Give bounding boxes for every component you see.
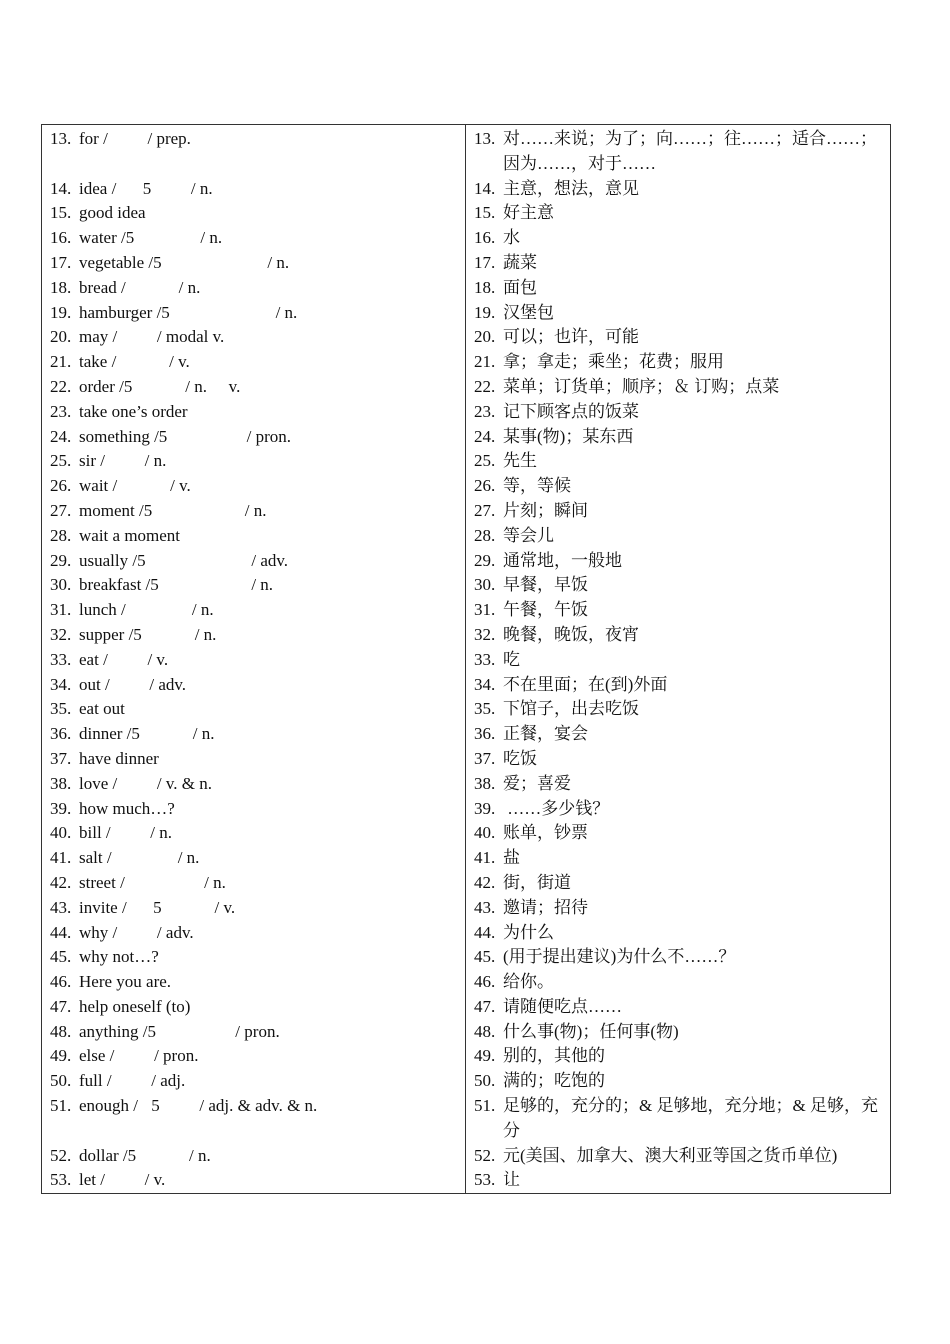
entry-number: 47. [474,996,496,1016]
english-entry-row [50,1044,457,1069]
entry-text: 下馆子，出去吃饭 [503,699,639,719]
entry-number: 36. [474,724,496,744]
english-entry-row [50,821,457,846]
english-entry-row [50,1144,457,1169]
entry-number: 13. [474,129,496,148]
chinese-entry-row [474,127,882,177]
english-entry-row [50,1069,457,1094]
entry-text: may /   / modal v. [79,327,225,347]
english-entry-row [50,226,457,251]
entry-text: enough / 5   / adj. & adv. & n. [79,1096,318,1116]
entry-number: 46. [474,972,496,992]
entry-text: 正餐，宴会 [503,724,588,744]
entry-text: usually /5        / adv. [79,550,289,570]
entry-text: 等会儿 [503,525,554,545]
entry-text: sir /   / n. [79,451,167,471]
english-column [42,125,466,1193]
entry-number: 42. [50,872,72,892]
entry-number: 33. [50,649,72,669]
entry-number: 36. [50,724,72,744]
english-entry-row [50,747,457,772]
entry-text: supper /5    / n. [79,624,217,644]
entry-number: 16. [50,228,72,248]
chinese-entry-row [474,945,882,970]
entry-number: 24. [50,426,72,446]
entry-number: 30. [50,575,72,595]
entry-number: 18. [474,277,496,297]
entry-number: 31. [50,600,72,620]
entry-number: 25. [474,451,496,471]
entry-number: 25. [50,451,72,471]
entry-text: help oneself (to) [79,996,191,1016]
entry-text: 足够的，充分的；& 足够地，充分地；& 足够，充分 [503,1096,878,1140]
english-entry-row [50,425,457,450]
entry-text: moment /5       / n. [79,500,267,520]
entry-text: take one’s order [79,401,188,421]
english-entry-row [50,177,457,202]
chinese-entry-row [474,772,882,797]
entry-text: take /    / v. [79,352,190,372]
entry-text: 吃 [503,649,520,669]
entry-text: dollar /5    / n. [79,1145,211,1165]
chinese-entry-row [474,474,882,499]
entry-number: 38. [474,773,496,793]
chinese-entry-row [474,871,882,896]
entry-text: 满的；吃饱的 [503,1071,605,1091]
chinese-entry-row [474,499,882,524]
entry-text: breakfast /5       / n. [79,575,274,595]
entry-text: wait a moment [79,525,181,545]
entry-text: love /   / v. & n. [79,773,213,793]
entry-number: 19. [50,302,72,322]
english-entry-row [50,871,457,896]
entry-number: 44. [474,922,496,942]
entry-text: 盐 [503,848,520,868]
entry-text: 某事(物)；某东西 [503,426,634,446]
entry-text: 让 [503,1170,520,1190]
english-entry-row [50,995,457,1020]
entry-text: ……多少钱？ [503,798,610,818]
entry-number: 40. [474,823,496,843]
entry-number: 37. [50,748,72,768]
english-entry-row [50,697,457,722]
chinese-entry-row [474,573,882,598]
entry-text: 蔬菜 [503,252,537,272]
entry-number: 40. [50,823,72,843]
entry-number: 27. [474,500,496,520]
english-entry-row [50,474,457,499]
entry-text: 邀请；招待 [503,897,588,917]
entry-number: 17. [474,252,496,272]
entry-text: 好主意 [503,203,554,223]
entry-number: 44. [50,922,72,942]
entry-number: 52. [50,1145,72,1165]
entry-number: 48. [50,1021,72,1041]
entry-number: 47. [50,996,72,1016]
entry-number: 48. [474,1021,496,1041]
entry-number: 45. [50,947,72,967]
english-entry-row [50,648,457,673]
chinese-entry-row [474,400,882,425]
entry-number: 26. [50,476,72,496]
entry-text: 晚餐，晚饭，夜宵 [503,624,639,644]
entry-number: 34. [474,674,496,694]
chinese-entry-row [474,673,882,698]
entry-number: 16. [474,228,496,248]
entry-number: 22. [474,376,496,396]
english-entry-row [50,921,457,946]
english-entry-row [50,1094,457,1144]
chinese-entry-row [474,301,882,326]
chinese-column [466,125,890,1193]
entry-number: 15. [50,203,72,223]
entry-number: 18. [50,277,72,297]
entry-text: (用于提出建议)为什么不……？ [503,947,736,967]
entry-text: Here you are. [79,972,172,992]
entry-number: 34. [50,674,72,694]
english-entry-row [50,573,457,598]
entry-number: 17. [50,252,72,272]
chinese-entry-row [474,375,882,400]
english-entry-row [50,722,457,747]
english-entry-row [50,301,457,326]
entry-text: 面包 [503,277,537,297]
entry-text: 午餐，午饭 [503,600,588,620]
vocabulary-table [41,124,891,1194]
english-entry-row [50,350,457,375]
entry-text: wait /    / v. [79,476,191,496]
entry-text: lunch /     / n. [79,600,214,620]
english-entry-row [50,201,457,226]
chinese-entry-row [474,226,882,251]
chinese-entry-row [474,921,882,946]
entry-number: 35. [474,699,496,719]
entry-text: 通常地，一般地 [503,550,622,570]
entry-text: street /      / n. [79,872,226,892]
entry-text: why not…? [79,947,159,967]
english-entry-row [50,623,457,648]
entry-text: bill /   / n. [79,823,173,843]
entry-number: 39. [474,798,496,818]
entry-text: invite /  5    / v. [79,897,236,917]
entry-number: 26. [474,476,496,496]
entry-number: 32. [50,624,72,644]
english-entry-row [50,449,457,474]
entry-number: 51. [474,1096,496,1116]
entry-text: 汉堡包 [503,302,554,322]
chinese-entry-row [474,896,882,921]
entry-number: 14. [50,178,72,198]
entry-text: bread /    / n. [79,277,201,297]
chinese-entry-row [474,1069,882,1094]
entry-number: 28. [50,525,72,545]
entry-text: eat out [79,699,125,719]
chinese-entry-row [474,846,882,871]
entry-text: let /   / v. [79,1170,166,1190]
english-entry-row [50,499,457,524]
entry-number: 49. [474,1046,496,1066]
entry-text: 水 [503,228,520,248]
chinese-entry-row [474,697,882,722]
english-entry-row [50,127,457,177]
entry-text: 为什么 [503,922,554,942]
entry-text: else /   / pron. [79,1046,199,1066]
entry-number: 20. [50,327,72,347]
english-entry-row [50,797,457,822]
chinese-entry-row [474,276,882,301]
entry-number: 39. [50,798,72,818]
entry-number: 50. [50,1071,72,1091]
entry-number: 41. [50,848,72,868]
entry-text: how much…? [79,798,175,818]
entry-number: 46. [50,972,72,992]
entry-number: 27. [50,500,72,520]
english-entry-row [50,549,457,574]
chinese-entry-row [474,1168,882,1193]
english-entry-row [50,251,457,276]
entry-text: out /   / adv. [79,674,187,694]
entry-number: 49. [50,1046,72,1066]
entry-text: idea /  5   / n. [79,178,213,198]
chinese-entry-row [474,648,882,673]
english-entry-row [50,325,457,350]
entry-number: 43. [50,897,72,917]
entry-text: 早餐，早饭 [503,575,588,595]
chinese-entry-row [474,623,882,648]
entry-number: 45. [474,947,496,967]
chinese-entry-row [474,549,882,574]
entry-text: salt /     / n. [79,848,200,868]
entry-text: good idea [79,203,146,223]
entry-number: 29. [50,550,72,570]
entry-number: 50. [474,1071,496,1091]
entry-text: 街，街道 [503,872,571,892]
chinese-entry-row [474,201,882,226]
entry-text: have dinner [79,748,159,768]
entry-number: 23. [50,401,72,421]
entry-number: 53. [50,1170,72,1190]
english-entry-row [50,970,457,995]
chinese-entry-row [474,325,882,350]
entry-text: 别的，其他的 [503,1046,605,1066]
entry-text: 账单，钞票 [503,823,588,843]
chinese-entry-row [474,747,882,772]
chinese-entry-row [474,251,882,276]
english-entry-row [50,772,457,797]
entry-text: 片刻；瞬间 [503,500,588,520]
entry-text: 吃饭 [503,748,537,768]
entry-text: 元(美国、加拿大、澳大利亚等国之货币单位) [503,1145,838,1165]
entry-number: 14. [474,178,496,198]
entry-number: 32. [474,624,496,644]
english-entry-row [50,896,457,921]
english-entry-row [50,375,457,400]
chinese-entry-row [474,1044,882,1069]
entry-number: 38. [50,773,72,793]
entry-number: 15. [474,203,496,223]
entry-text: 请随便吃点…… [503,996,622,1016]
entry-text: 给你。 [503,972,554,992]
english-entry-row [50,276,457,301]
entry-text: 对……来说；为了；向……；往……；适合……；因为……，对于…… [503,129,877,173]
entry-text: 拿；拿走；乘坐；花费；服用 [503,352,724,372]
chinese-entry-row [474,970,882,995]
entry-number: 41. [474,848,496,868]
entry-number: 29. [474,550,496,570]
entry-number: 33. [474,649,496,669]
english-entry-row [50,524,457,549]
entry-text: 爱；喜爱 [503,773,571,793]
entry-number: 20. [474,327,496,347]
chinese-entry-row [474,1094,882,1144]
entry-number: 53. [474,1170,496,1190]
chinese-entry-row [474,449,882,474]
entry-number: 31. [474,600,496,620]
entry-number: 13. [50,129,72,148]
entry-number: 43. [474,897,496,917]
chinese-entry-row [474,797,882,822]
entry-text: 记下顾客点的饭菜 [503,401,639,421]
entry-number: 51. [50,1096,72,1116]
chinese-entry-row [474,821,882,846]
entry-number: 28. [474,525,496,545]
chinese-entry-row [474,350,882,375]
entry-text: something /5      / pron. [79,426,292,446]
entry-text: vegetable /5        / n. [79,252,290,272]
entry-number: 19. [474,302,496,322]
entry-number: 37. [474,748,496,768]
entry-text: 主意，想法，意见 [503,178,639,198]
chinese-entry-row [474,722,882,747]
entry-text: anything /5      / pron. [79,1021,280,1041]
entry-text: 什么事(物)；任何事(物) [503,1021,679,1041]
english-entry-row [50,598,457,623]
english-entry-row [50,846,457,871]
entry-number: 22. [50,376,72,396]
chinese-entry-row [474,177,882,202]
entry-number: 52. [474,1145,496,1165]
entry-number: 30. [474,575,496,595]
entry-number: 21. [474,352,496,372]
english-entry-row [50,673,457,698]
chinese-entry-row [474,524,882,549]
chinese-entry-row [474,598,882,623]
english-entry-row [50,945,457,970]
entry-number: 35. [50,699,72,719]
entry-text: water /5     / n. [79,228,223,248]
entry-text: 菜单；订货单；顺序；＆ 订购；点菜 [503,376,780,396]
entry-text: hamburger /5        / n. [79,302,298,322]
chinese-entry-row [474,1020,882,1045]
chinese-entry-row [474,425,882,450]
chinese-entry-row [474,1144,882,1169]
english-entry-row [50,1020,457,1045]
entry-text: full /   / adj. [79,1071,186,1091]
entry-number: 42. [474,872,496,892]
chinese-entry-row [474,995,882,1020]
entry-text: 先生 [503,451,537,471]
entry-text: 可以；也许，可能 [503,327,639,347]
entry-text: for /   / prep. [79,129,191,148]
entry-text: dinner /5    / n. [79,724,215,744]
entry-text: 等，等候 [503,476,571,496]
entry-number: 21. [50,352,72,372]
entry-text: 不在里面；在(到)外面 [503,674,668,694]
english-entry-row [50,400,457,425]
english-entry-row [50,1168,457,1193]
entry-number: 23. [474,401,496,421]
entry-text: eat /   / v. [79,649,169,669]
entry-number: 24. [474,426,496,446]
entry-text: why /   / adv. [79,922,194,942]
entry-text: order /5    / n. ＆ v. [79,376,241,396]
